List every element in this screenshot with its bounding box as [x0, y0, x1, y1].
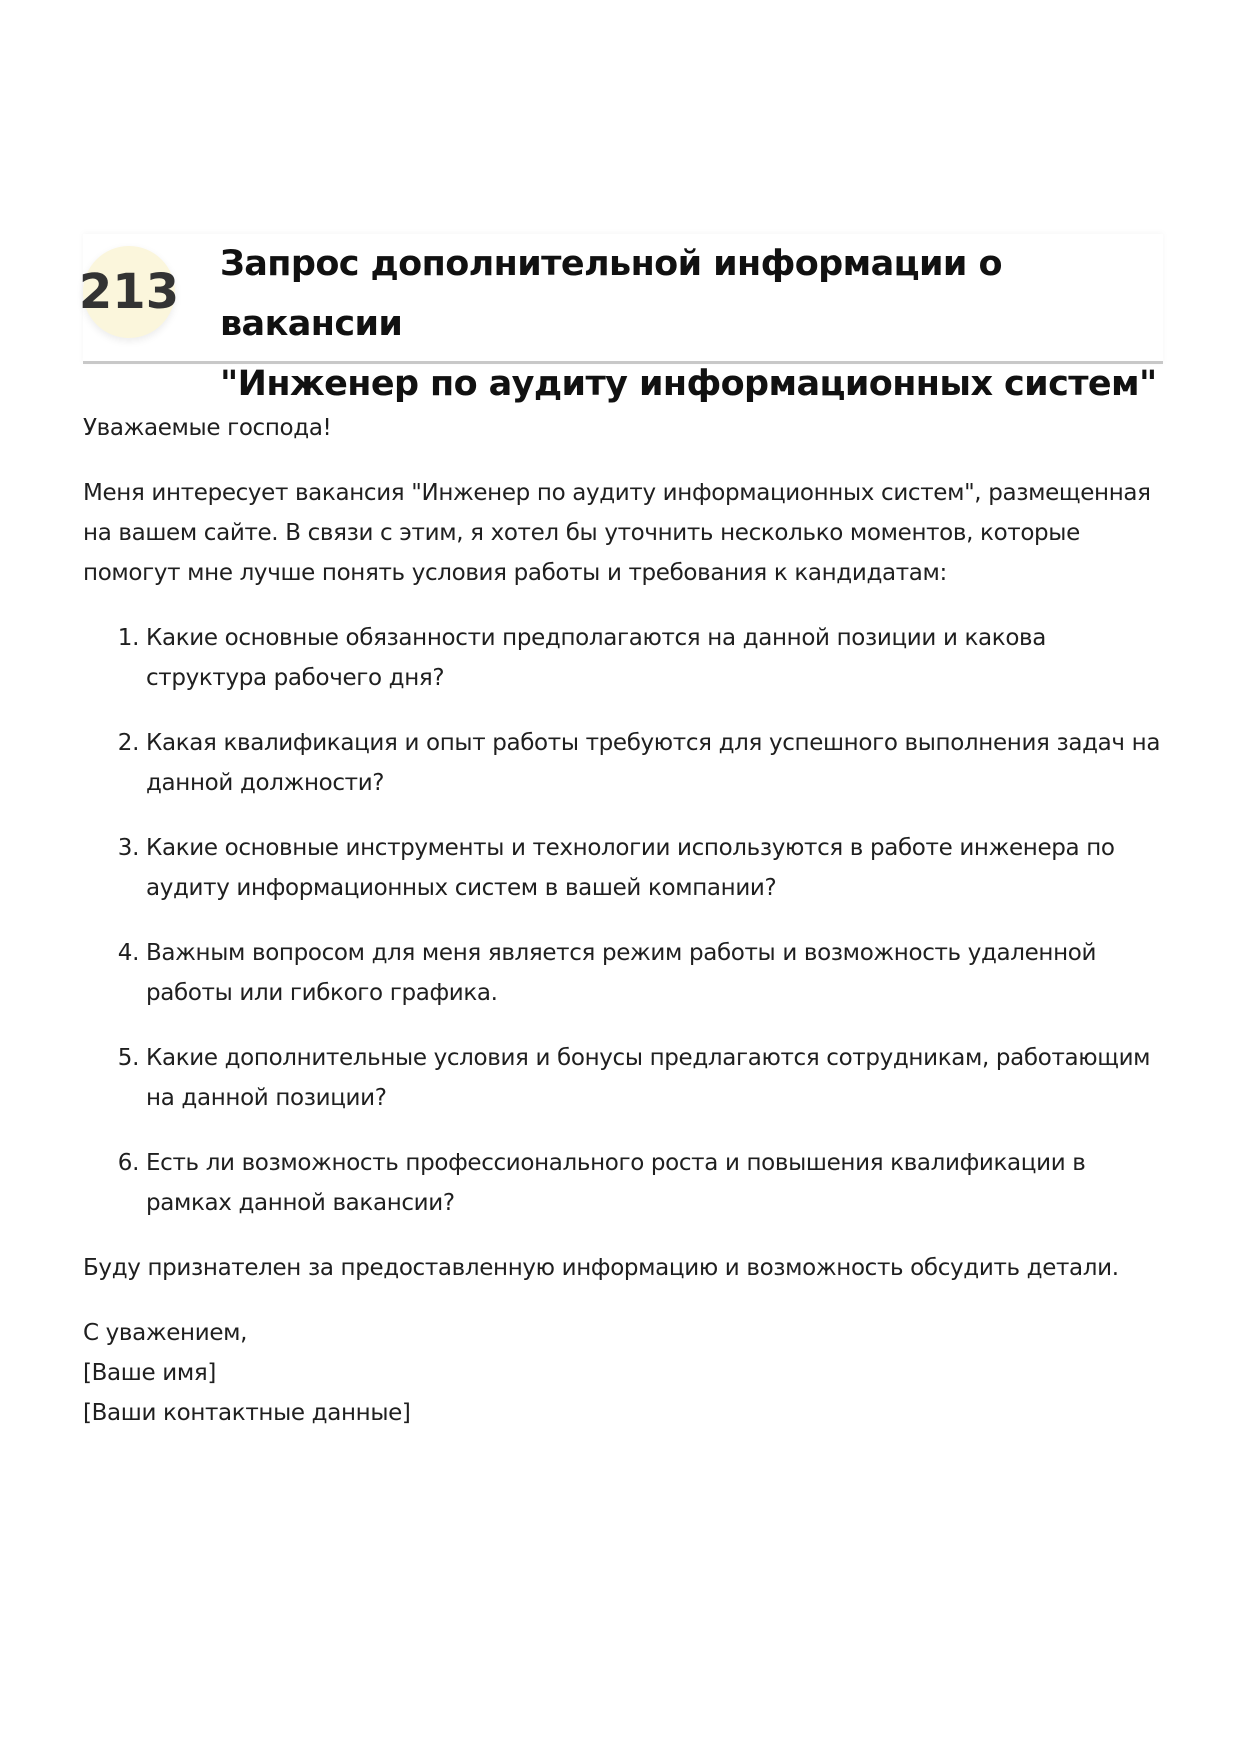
letter-number-badge: 213 [83, 246, 175, 338]
signoff: С уважением, [83, 1320, 248, 1346]
intro-paragraph: Меня интересует вакансия "Инженер по аудиту информационных систем", размещенная на вашем сайте. В связи с этим, я хотел бы уточнить несколько моментов, которые помогут мне лучше понять условия работы и требования к кандидатам: [83, 480, 1151, 586]
list-item: 6. Есть ли возможность профессионального роста и повышения квалификации в рамках данной вакансии? [146, 1143, 1163, 1223]
title-line-1: Запрос дополнительной информации о вакансии [220, 244, 1002, 344]
document-header [78, 234, 1163, 404]
list-item: 5. Какие дополнительные условия и бонусы предлагаются сотрудникам, работающим на данной позиции? [146, 1038, 1163, 1118]
list-item: 2. Какая квалификация и опыт работы требуются для успешного выполнения задач на данной должности? [146, 723, 1163, 803]
list-item: 1. Какие основные обязанности предполагаются на данной позиции и какова структура рабочего дня? [146, 618, 1163, 698]
letter-body [83, 408, 1163, 1433]
title-line-2: "Инженер по аудиту информационных систем" [220, 364, 1157, 404]
list-item: 4. Важным вопросом для меня является режим работы и возможность удаленной работы или гибкого графика. [146, 933, 1163, 1013]
greeting: Уважаемые господа! [83, 415, 332, 441]
questions-list [83, 618, 1163, 1223]
signature-block [83, 1313, 1163, 1433]
closing-paragraph: Буду признателен за предоставленную информацию и возможность обсудить детали. [83, 1255, 1119, 1281]
list-item: 3. Какие основные инструменты и технологии используются в работе инженера по аудиту информационных систем в вашей компании? [146, 828, 1163, 908]
page-title [220, 234, 1160, 414]
name-placeholder: [Ваше имя] [83, 1360, 216, 1386]
contacts-placeholder: [Ваши контактные данные] [83, 1400, 411, 1426]
